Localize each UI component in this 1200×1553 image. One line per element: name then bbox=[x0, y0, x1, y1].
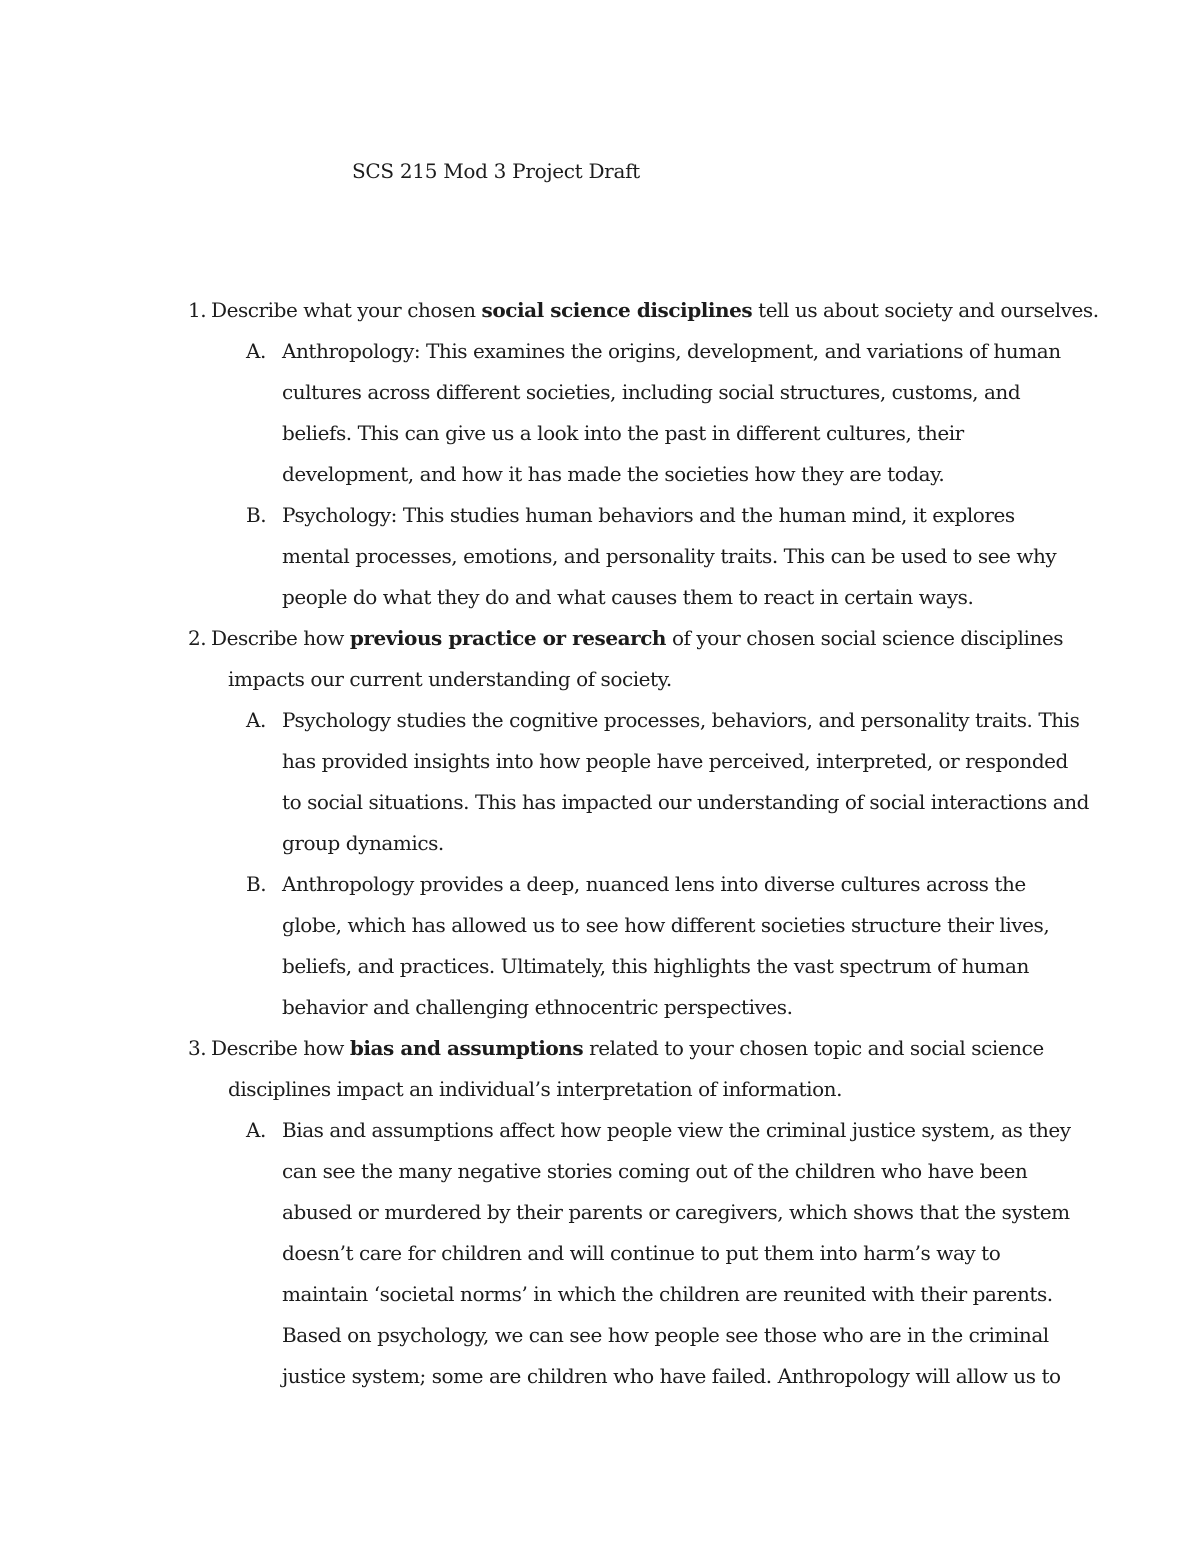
answer-line: behavior and challenging ethnocentric perspectives. bbox=[282, 995, 793, 1019]
question-number: 3. bbox=[188, 1036, 207, 1060]
answer-letter: B. bbox=[246, 503, 267, 527]
answer-line: doesn’t care for children and will continue to put them into harm’s way to bbox=[282, 1241, 1001, 1265]
answer-text bbox=[282, 495, 1082, 618]
question-suffix: related to your chosen topic and social science bbox=[583, 1036, 1044, 1060]
answer-text bbox=[282, 700, 1089, 864]
answer-line: Psychology: This studies human behaviors and the human mind, it explores bbox=[282, 503, 1015, 527]
answer-line: has provided insights into how people have perceived, interpreted, or responded bbox=[282, 749, 1068, 773]
answer-line: Based on psychology, we can see how people see those who are in the criminal bbox=[282, 1323, 1049, 1347]
answer-line: Bias and assumptions affect how people view the criminal justice system, as they bbox=[282, 1118, 1071, 1142]
answer-3a bbox=[0, 1110, 1200, 1397]
answer-line: group dynamics. bbox=[282, 831, 444, 855]
answer-line: abused or murdered by their parents or caregivers, which shows that the system bbox=[282, 1200, 1070, 1224]
question-keyword: previous practice or research bbox=[349, 626, 667, 650]
answer-2b bbox=[0, 864, 1200, 1028]
question-line bbox=[211, 290, 1099, 331]
answer-line: globe, which has allowed us to see how different societies structure their lives, bbox=[282, 913, 1050, 937]
question-continuation: impacts our current understanding of society. bbox=[228, 667, 672, 691]
question-prefix: Describe what your chosen bbox=[211, 298, 482, 322]
answer-line: development, and how it has made the societies how they are today. bbox=[282, 462, 945, 486]
answer-line: beliefs. This can give us a look into the past in different cultures, their bbox=[282, 421, 964, 445]
answer-letter: A. bbox=[246, 339, 266, 363]
answer-letter: B. bbox=[246, 872, 267, 896]
answer-line: mental processes, emotions, and personality traits. This can be used to see why bbox=[282, 544, 1057, 568]
answer-line: cultures across different societies, including social structures, customs, and bbox=[282, 380, 1021, 404]
question-text bbox=[211, 618, 1071, 700]
question-number: 1. bbox=[188, 298, 207, 322]
answer-line: to social situations. This has impacted our understanding of social interactions and bbox=[282, 790, 1089, 814]
question-line bbox=[211, 618, 1071, 659]
question-keyword: social science disciplines bbox=[481, 298, 753, 322]
question-text bbox=[211, 1028, 1071, 1110]
question-suffix: tell us about society and ourselves. bbox=[752, 298, 1099, 322]
question-continuation: disciplines impact an individual’s interpretation of information. bbox=[228, 1077, 843, 1101]
answer-letter: A. bbox=[246, 1118, 266, 1142]
answer-text bbox=[282, 331, 1082, 495]
question-suffix: of your chosen social science disciplines bbox=[666, 626, 1064, 650]
question-prefix: Describe how bbox=[211, 1036, 350, 1060]
answer-text bbox=[282, 864, 1082, 1028]
answer-1a bbox=[0, 331, 1200, 495]
document-body bbox=[0, 290, 1200, 1397]
answer-line: can see the many negative stories coming out of the children who have been bbox=[282, 1159, 1028, 1183]
question-1 bbox=[0, 290, 1200, 331]
question-2 bbox=[0, 618, 1200, 700]
answer-line: Anthropology provides a deep, nuanced lens into diverse cultures across the bbox=[282, 872, 1026, 896]
document-title: SCS 215 Mod 3 Project Draft bbox=[352, 159, 640, 183]
answer-1b bbox=[0, 495, 1200, 618]
question-line bbox=[211, 1028, 1071, 1069]
answer-line: beliefs, and practices. Ultimately, this highlights the vast spectrum of human bbox=[282, 954, 1029, 978]
question-3 bbox=[0, 1028, 1200, 1110]
question-text bbox=[211, 290, 1099, 331]
answer-line: Psychology studies the cognitive processes, behaviors, and personality traits. This bbox=[282, 708, 1080, 732]
answer-line: people do what they do and what causes them to react in certain ways. bbox=[282, 585, 974, 609]
answer-2a bbox=[0, 700, 1200, 864]
question-prefix: Describe how bbox=[211, 626, 350, 650]
question-number: 2. bbox=[188, 626, 207, 650]
answer-line: Anthropology: This examines the origins, development, and variations of human bbox=[282, 339, 1061, 363]
answer-line: maintain ‘societal norms’ in which the children are reunited with their parents. bbox=[282, 1282, 1053, 1306]
answer-letter: A. bbox=[246, 708, 266, 732]
question-keyword: bias and assumptions bbox=[349, 1036, 584, 1060]
answer-line: justice system; some are children who have failed. Anthropology will allow us to bbox=[282, 1364, 1061, 1388]
answer-text bbox=[282, 1110, 1082, 1397]
